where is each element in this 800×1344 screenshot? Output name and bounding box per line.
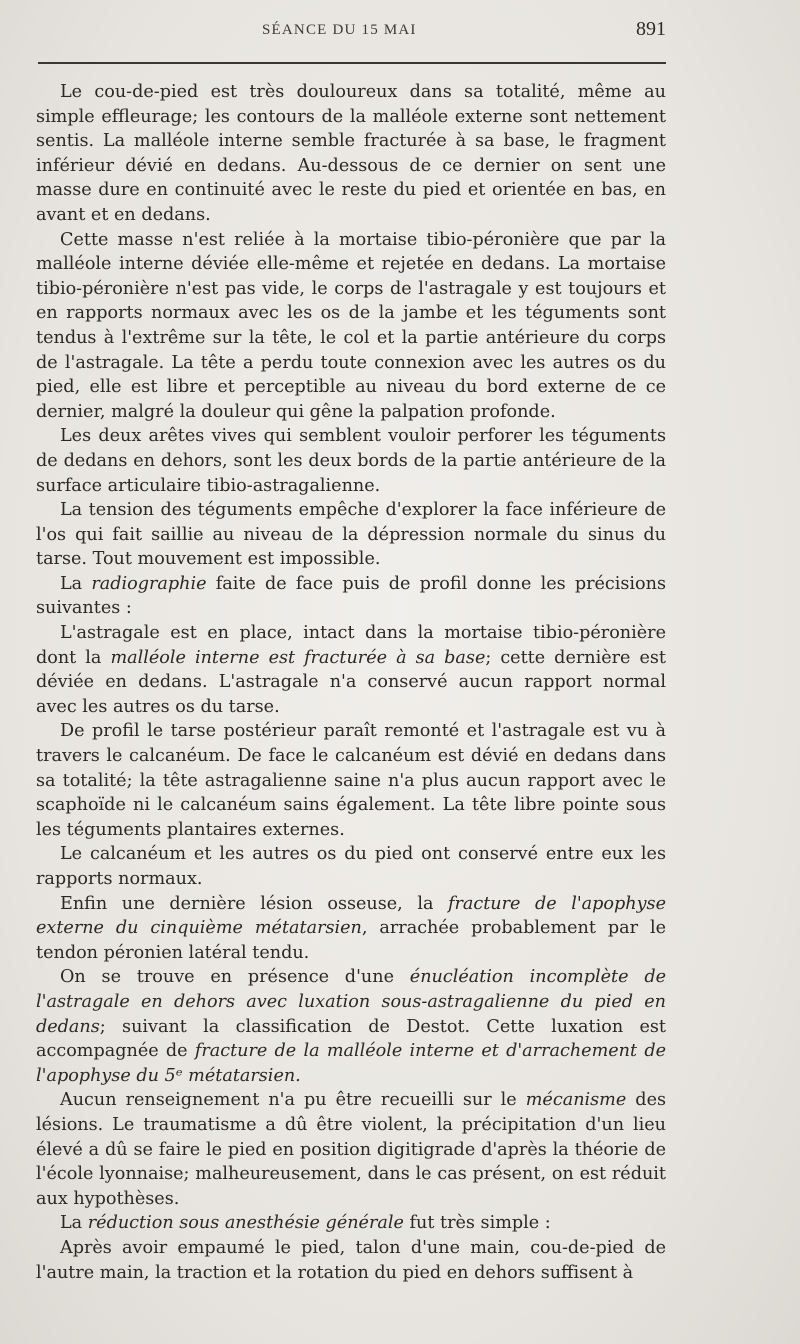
header-rule — [38, 62, 666, 64]
text-run: fut très simple : — [403, 1213, 551, 1234]
paragraph — [36, 424, 666, 498]
text-run: L'astragale est en place, intact dans la mortaise tibio-péronière dont la — [36, 623, 666, 668]
body-text — [36, 80, 666, 1285]
italic-text: fracture de la malléole interne et d'arrachement de l'apophyse du 5ᵉ métatarsien. — [36, 1041, 666, 1086]
italic-text: énucléation incomplète de l'astragale en dehors avec luxation sous-astragalienne du pied en dedans — [36, 967, 666, 1037]
paragraph — [36, 719, 666, 842]
text-run: ; suivant la classification de Destot. Cette luxation est accompagnée de — [36, 1016, 666, 1062]
text-run: Les deux arêtes vives qui semblent vouloir perforer les téguments de dedans en dehors, sont les deux bords de la partie antérieure de la surface articulaire tibio-astragalienne. — [36, 426, 666, 496]
page-number: 891 — [636, 18, 666, 40]
text-run: La — [60, 573, 92, 594]
text-run: Après avoir empaumé le pied, talon d'une main, cou-de-pied de l'autre main, la traction et la rotation du pied en dehors suffisent à — [36, 1237, 666, 1283]
text-run: ; cette dernière est déviée en dedans. L'astragale n'a conservé aucun rapport normal avec les autres os du tarse. — [36, 647, 667, 717]
text-run: La tension des téguments empêche d'explorer la face inférieure de l'os qui fait saillie au niveau de la dépression normale du sinus du tarse. Tout mouvement est impossible. — [36, 500, 666, 570]
paragraph — [36, 965, 666, 1088]
text-run: Aucun renseignement n'a pu être recueilli sur le — [60, 1090, 526, 1111]
paragraph — [36, 1211, 666, 1236]
paragraph — [36, 228, 666, 425]
text-run: faite de face puis de profil donne les précisions suivantes : — [36, 573, 666, 619]
paragraph — [36, 892, 666, 966]
paragraph — [36, 80, 666, 228]
text-run: La — [60, 1213, 88, 1234]
running-title: SÉANCE DU 15 MAI — [262, 22, 417, 38]
italic-text: malléole interne est fracturée à sa base — [110, 647, 486, 668]
paragraph — [36, 1236, 666, 1285]
text-run: De profil le tarse postérieur paraît remonté et l'astragale est vu à travers le calcanéum. De face le calcanéum est dévié en dedans dans sa totalité; la tête astragalienne saine n'a plus aucun rapport avec le scaphoïde ni le calcanéum sains également. La tête libre pointe sous les téguments plantaires externes. — [36, 721, 666, 840]
paragraph — [36, 842, 666, 891]
italic-text: mécanisme — [525, 1090, 627, 1111]
text-run: , arrachée probablement par le tendon péronien latéral tendu. — [36, 918, 666, 963]
paragraph — [36, 498, 666, 572]
italic-text: radiographie — [91, 573, 207, 594]
paragraph — [36, 621, 666, 719]
text-run: Le cou-de-pied est très douloureux dans sa totalité, même au simple effleurage; les contours de la malléole externe sont nettement sentis. La malléole interne semble fracturée à sa base, le fragment inférieur dévié en dedans. Au-dessous de ce dernier on sent une masse dure en continuité avec le reste du pied et orientée en bas, en avant et en dedans. — [36, 82, 666, 225]
paragraph — [36, 572, 666, 621]
page-header — [36, 18, 666, 48]
text-run: Cette masse n'est reliée à la mortaise tibio-péronière que par la malléole interne déviée elle-même et rejetée en dedans. La mortaise tibio-péronière n'est pas vide, le corps de l'astragale y est toujours et en rapports normaux avec les os de la jambe et les téguments sont tendus à l'extrême sur la tête, le col et la partie antérieure du corps de l'astragale. La tête a perdu toute connexion avec les autres os du pied, elle est libre et perceptible au niveau du bord externe de ce dernier, malgré la douleur qui gêne la palpation profonde. — [36, 229, 666, 422]
italic-text: réduction sous anesthésie générale — [87, 1213, 404, 1234]
italic-text: fracture de l'apophyse externe du cinquième métatarsien — [36, 893, 666, 939]
text-run: On se trouve en présence d'une — [60, 967, 410, 988]
text-run: Enfin une dernière lésion osseuse, la — [60, 893, 448, 914]
paragraph — [36, 1088, 666, 1211]
text-run: des lésions. Le traumatisme a dû être violent, la précipitation d'un lieu élevé a dû se faire le pied en position digitigrade d'après la théorie de l'école lyonnaise; malheureusement, dans le cas présent, on est réduit aux hypothèses. — [36, 1090, 667, 1209]
text-run: Le calcanéum et les autres os du pied ont conservé entre eux les rapports normaux. — [36, 844, 666, 889]
